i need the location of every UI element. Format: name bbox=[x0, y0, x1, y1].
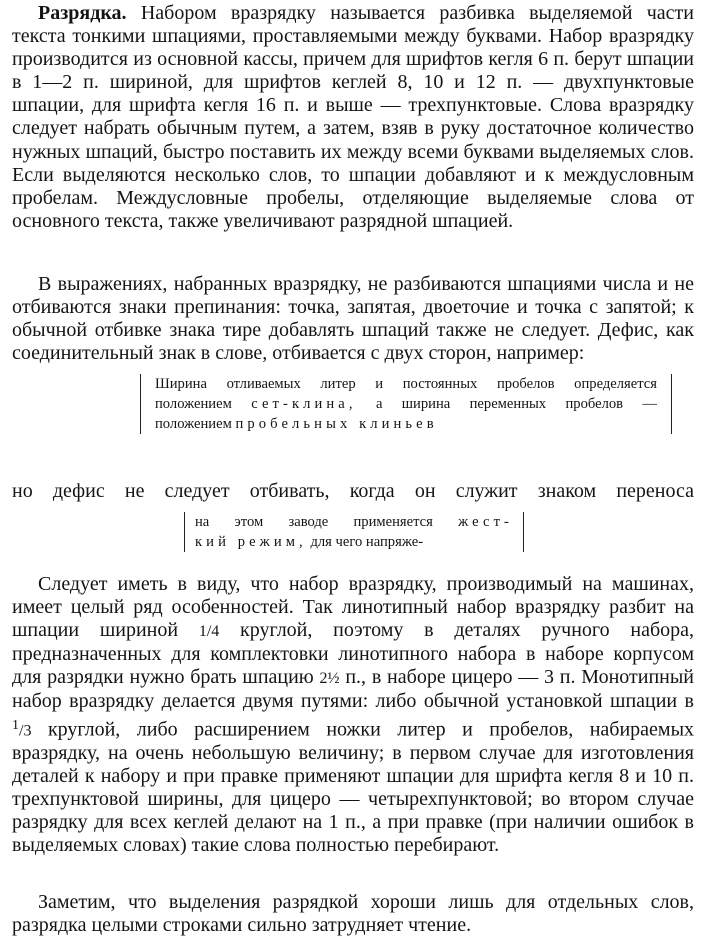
paragraph-text: Набором вразрядку называется разбивка выделяемой части текста тонкими шпациями, проставляемыми между буквами. Набор вразрядку производится из основной кассы, причем для шрифтов кегля 6 п. берут шпации в 1—2 п. шириной, для шрифтов кеглей 8, 10 и 12 п. — двухпунктовые шпации, для шрифта кегля 16 п. и выше — трехпунктовые. Слова вразрядку следует набрать обычным путем, а затем, взяв в руку достаточное количество нужных шпаций, быстро поставить их между всеми буквами выделяемых слов. Если выделяются несколько слов, то шпации добавляют и к междусловным пробелам. Междусловные пробелы, отделяющие выделяемые слова от основного текста, также увеличивают разрядной шпацией. bbox=[12, 2, 694, 232]
spaced-word: жест- bbox=[458, 514, 513, 530]
paragraph-lead-term: Разрядка. bbox=[38, 2, 127, 24]
paragraph-between-examples: но дефис не следует отбивать, когда он служит знаком переноса bbox=[12, 480, 694, 502]
example-block-spaced-hyphen bbox=[140, 374, 672, 434]
paragraph-text: В выражениях, набранных вразрядку, не разбиваются шпациями числа и не отбиваются знаки препинания: точка, запятая, двоеточие и точка с запятой; к обычной отбивке знака тире добавлять шпаций также не следует. Дефис, как соединительный знак в слове, отбивается с двух сторон, например: bbox=[12, 273, 694, 365]
fraction-numerator: 1 bbox=[12, 717, 19, 733]
example-line: Ширина отливаемых литер и постоянных пробелов определяется bbox=[155, 376, 657, 392]
fraction-two-and-half: 2½ bbox=[319, 670, 340, 688]
example-line: на этом заводе применяется жест- bbox=[195, 514, 513, 530]
fraction-one-quarter: 1/4 bbox=[198, 623, 220, 641]
paragraph-expressions bbox=[12, 273, 694, 365]
paragraph-text: Заметим, что выделения разрядкой хороши лишь для отдельных слов, разрядка целыми строками сильно затрудняет чтение. bbox=[12, 891, 694, 937]
paragraph-machine-typesetting: Следует иметь в виду, что набор вразрядку, производимый на машинах, имеет целый ряд особенностей. Так линотипный набор вразрядку разбит на шпации шириной 1/4 круглой, поэтому в деталях ручного набора, предназначенных для комплектовки линотипного набора в наборе корпусом для разрядки нужно брать шпацию 2½ п., в наборе цицеро — 3 п. Монотипный набор вразрядку делается двумя путями: либо обычной установкой шпации в $^1$/3 круглой, либо расширением ножки литер и пробелов, набираемых вразрядку, на очень небольшую величину; в первом случае для изготовления деталей к набору и при правке применяют шпации для шрифта кегля 8 и 10 п. трехпунктовой ширины, для цицеро — четырехпунктовой; во втором случае разрядку для всех кеглей делают на 1 п., а при правке (при наличии ошибок в выделяемых словах) такие слова полностью перебирают. bbox=[12, 573, 695, 857]
paragraph-razryadka bbox=[12, 2, 694, 233]
example-line: положением пробельных клиньев bbox=[155, 416, 438, 432]
spaced-word: кий режим, bbox=[195, 534, 307, 550]
fraction-denominator: /3 bbox=[19, 721, 32, 739]
paragraph-conclusion bbox=[12, 891, 694, 937]
spaced-word: пробельных клиньев bbox=[235, 416, 438, 432]
example-line: кий режим, для чего напряже- bbox=[195, 534, 424, 550]
example-line: положением сет-клина, а ширина переменных пробелов — bbox=[155, 396, 658, 412]
spaced-word: сет-клина, bbox=[251, 396, 357, 412]
example-block-hyphen-break bbox=[184, 512, 524, 552]
